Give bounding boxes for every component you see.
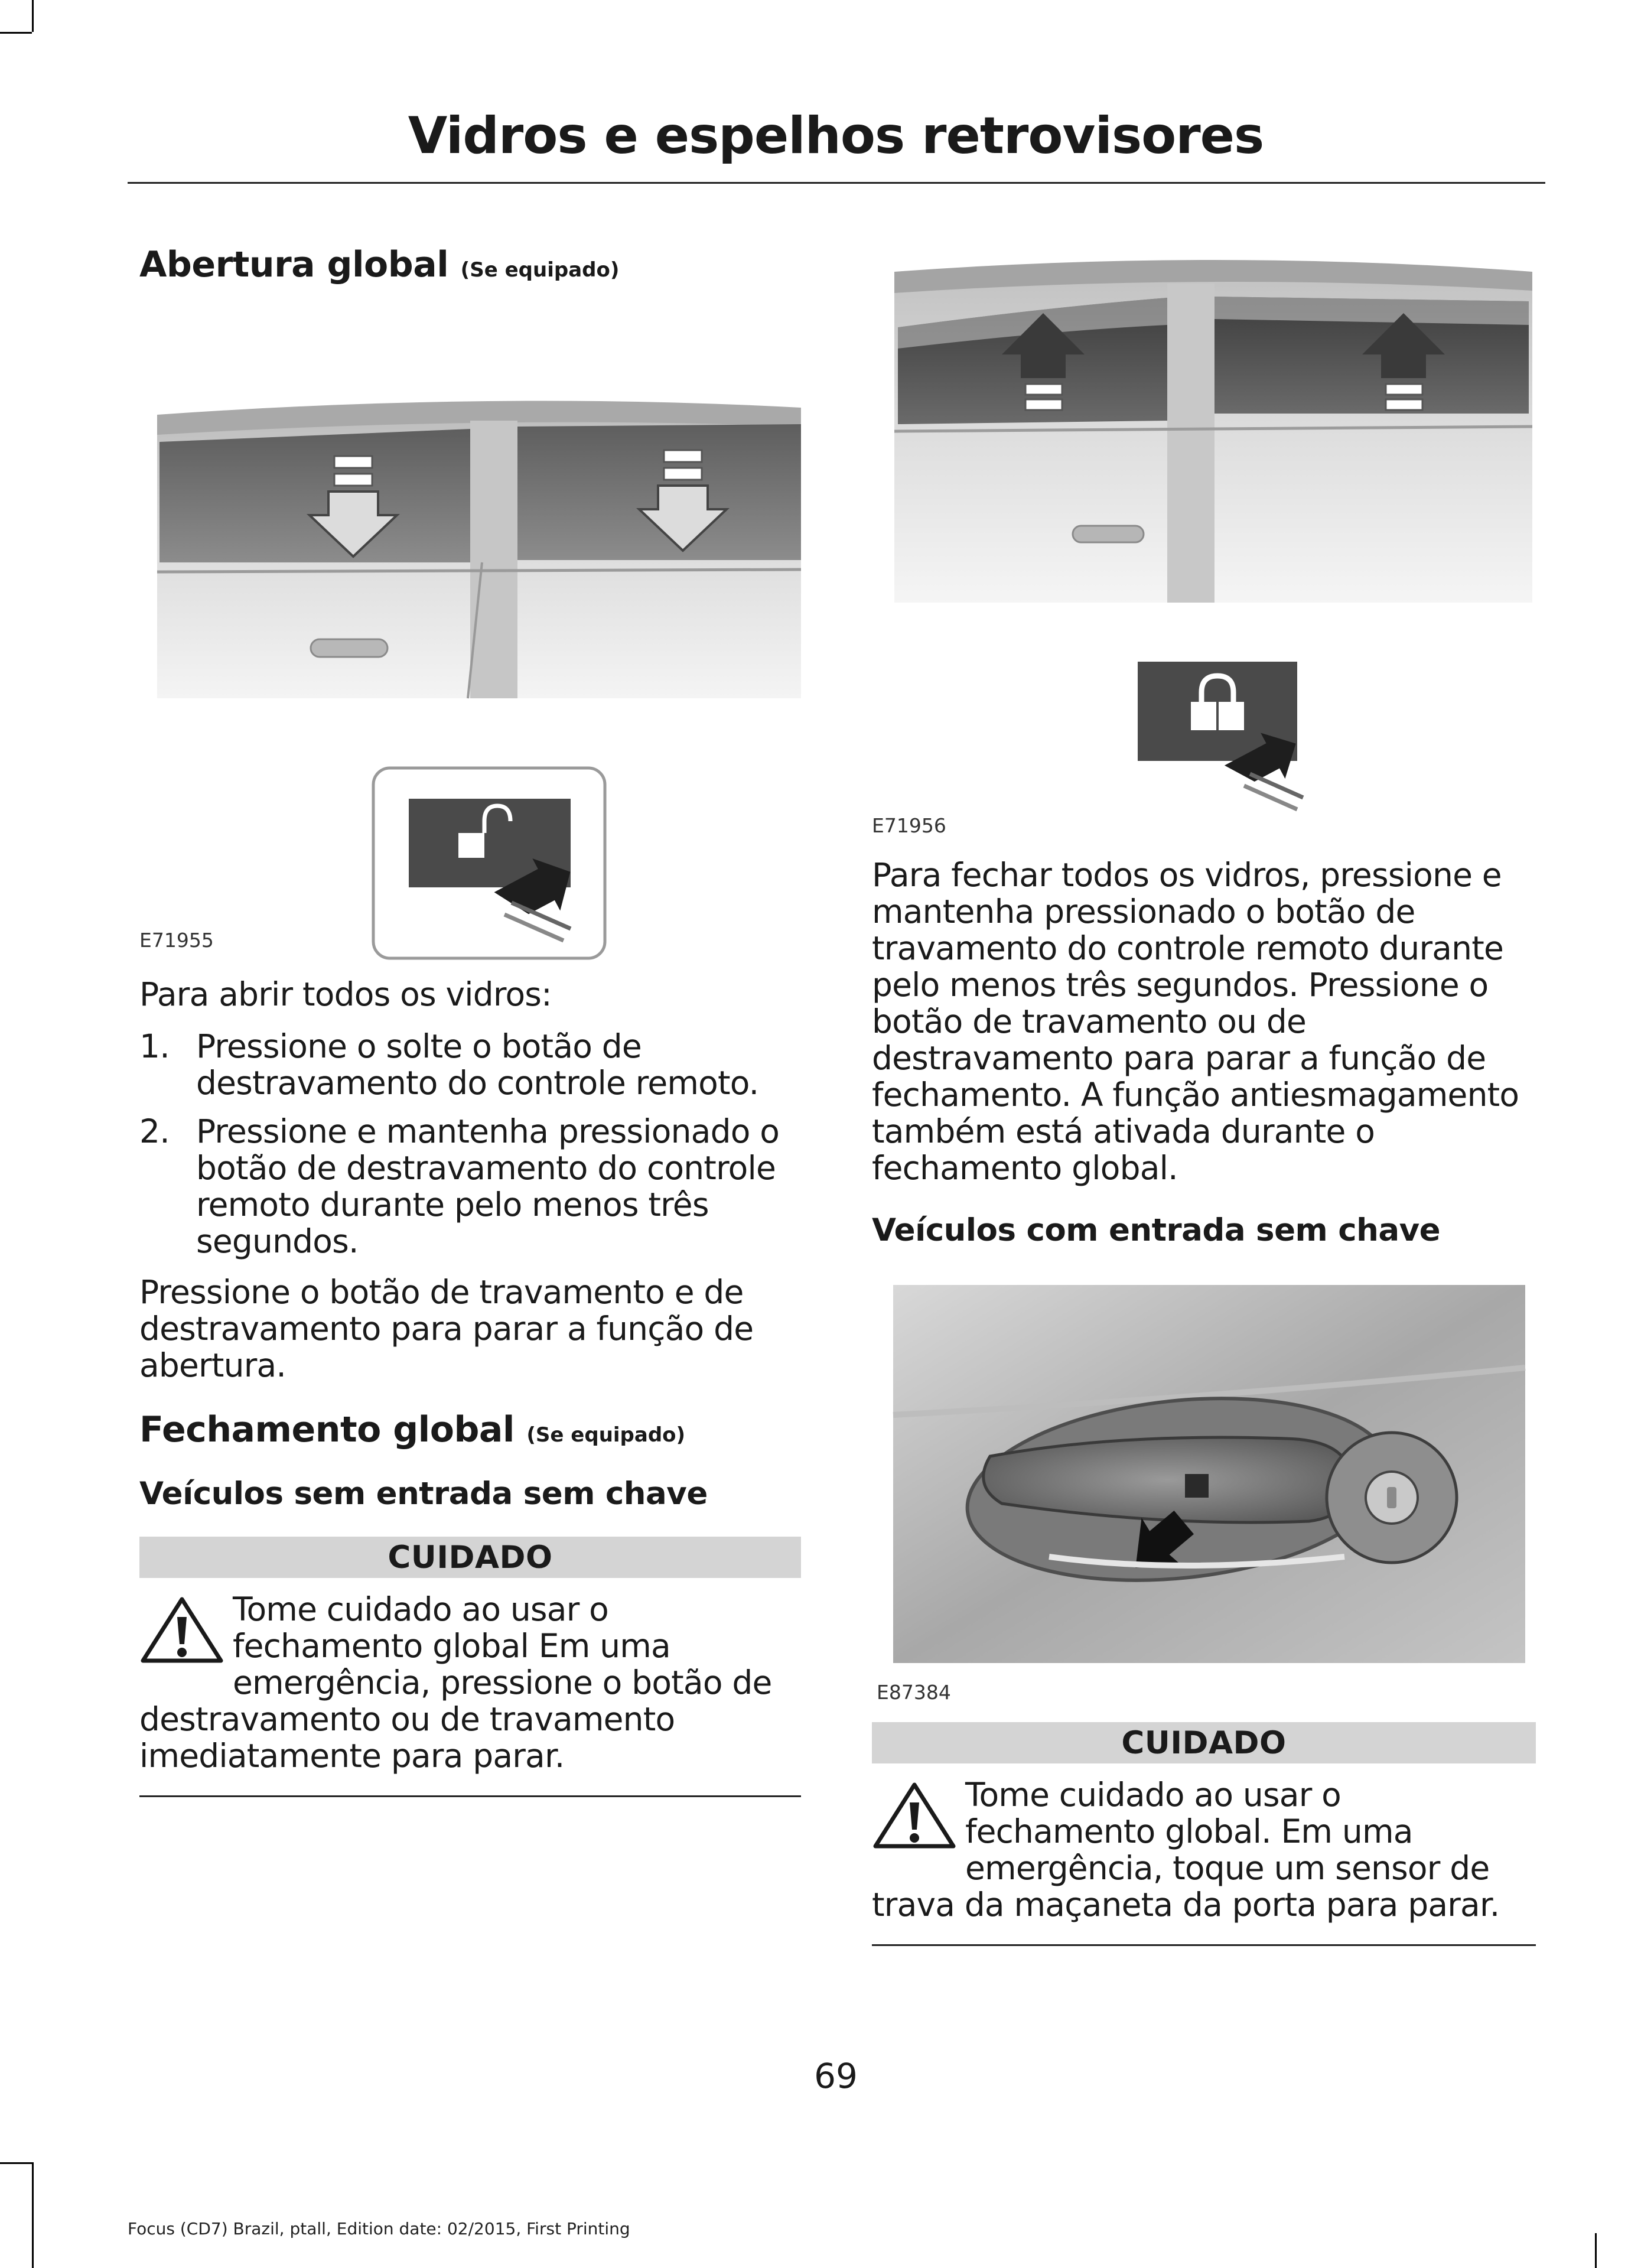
warning-body: [872, 1776, 1536, 1923]
warning-heading: CUIDADO: [872, 1722, 1536, 1763]
crop-mark: [0, 2162, 32, 2164]
car-windows-down-illustration: [139, 302, 801, 976]
warning-box: [872, 1722, 1536, 1946]
warning-rule: [872, 1944, 1536, 1946]
title-rule: [128, 182, 1545, 184]
step-number: 2.: [139, 1112, 170, 1150]
figure-open-windows: [139, 302, 801, 976]
section-title: Abertura global: [139, 244, 449, 285]
subheading: Veículos sem entrada sem chave: [139, 1476, 708, 1512]
figure-code: E71956: [872, 814, 946, 837]
warning-triangle-icon: [872, 1780, 957, 1851]
section-qualifier: (Se equipado): [460, 258, 620, 282]
crop-mark: [0, 32, 32, 34]
step-text: Pressione e mantenha pressionado o botão de destravamento do controle remoto durante pelo menos três segundos.: [196, 1112, 780, 1260]
crop-mark: [32, 2162, 34, 2268]
subheading: Veículos com entrada sem chave: [872, 1212, 1441, 1248]
figure-code: E71955: [139, 929, 214, 952]
key-fob-lock-button-icon: [1138, 662, 1308, 809]
crop-mark: [32, 0, 34, 32]
list-item: [139, 1028, 801, 1101]
crop-mark: [1595, 2233, 1597, 2268]
section-heading-abertura: [139, 243, 801, 286]
figure-close-windows: [872, 236, 1536, 837]
page-title: Vidros e espelhos retrovisores: [408, 106, 1264, 165]
warning-body: [139, 1591, 801, 1774]
warning-box: [139, 1537, 801, 1797]
warning-text: Tome cuidado ao usar o fechamento global. Em uma emergência, toque um sensor de trava da maçaneta da porta para parar.: [872, 1776, 1500, 1924]
figure-code: E87384: [877, 1681, 951, 1704]
warning-rule: [139, 1795, 801, 1797]
step-number: 1.: [139, 1027, 170, 1065]
car-windows-up-illustration: [872, 236, 1536, 827]
warning-triangle-icon: [139, 1595, 224, 1665]
section-heading-fechamento: [139, 1408, 801, 1451]
door-handle-sensor-illustration: [872, 1279, 1536, 1693]
close-text: Para fechar todos os vidros, pressione e mantenha pressionado o botão de travamento do controle remoto durante pelo menos três segundos. Pressione o botão de travamento ou de destravamento para parar a função de fechamento. A função antiesmagamento também está ativada durante o fechamento global.: [872, 856, 1519, 1187]
steps-list: [139, 1028, 801, 1260]
section-title: Fechamento global: [139, 1409, 515, 1450]
figure-door-handle: [872, 1279, 1536, 1704]
section-qualifier: (Se equipado): [526, 1423, 686, 1447]
right-column: [872, 236, 1536, 1946]
warning-heading: CUIDADO: [139, 1537, 801, 1578]
page-number: 69: [814, 2056, 858, 2096]
footer-edition-info: Focus (CD7) Brazil, ptall, Edition date: 02/2015, First Printing: [128, 2219, 630, 2238]
stop-text: Pressione o botão de travamento e de destravamento para parar a função de abertura.: [139, 1273, 754, 1384]
step-text: Pressione o solte o botão de destravamento do controle remoto.: [196, 1027, 759, 1102]
left-column: [139, 236, 801, 1797]
intro-text: Para abrir todos os vidros:: [139, 975, 552, 1013]
list-item: [139, 1113, 801, 1260]
warning-text: Tome cuidado ao usar o fechamento global Em uma emergência, pressione o botão de destravamento ou de travamento imediatamente para parar.: [139, 1590, 772, 1775]
key-fob-unlock-button-icon: [373, 768, 605, 958]
